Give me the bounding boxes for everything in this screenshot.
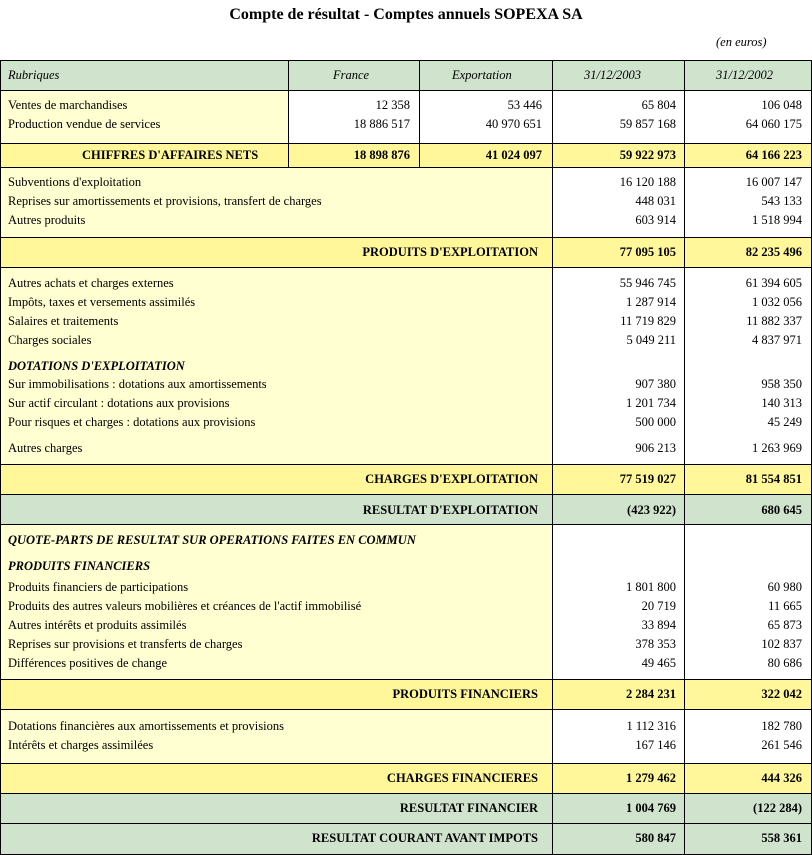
total-2003: 2 284 231: [626, 687, 676, 701]
header-rubriques: Rubriques: [8, 68, 60, 82]
row-label: Intérêts et charges assimilées: [8, 738, 154, 752]
ca-2002: 64 166 223: [745, 148, 802, 162]
column-divider: [552, 60, 553, 855]
row-label: Dotations financières aux amortissements et provisions: [8, 719, 284, 733]
value-2003: 1 801 800: [626, 580, 676, 594]
total-2003: 1 004 769: [626, 801, 676, 815]
row-label: Produits financiers de participations: [8, 580, 189, 594]
total-2003: (423 922): [627, 503, 676, 517]
value-2003: 500 000: [635, 415, 676, 429]
value-2002: 140 313: [761, 396, 802, 410]
value-export: 40 970 651: [485, 117, 542, 131]
value-2003: 20 719: [641, 599, 676, 613]
row-divider: [0, 237, 812, 238]
header-exportation: Exportation: [452, 68, 512, 82]
page-title: Compte de résultat - Comptes annuels SOPEXA SA: [229, 6, 583, 23]
ca-label: CHIFFRES D'AFFAIRES NETS: [82, 148, 259, 162]
column-divider: [684, 60, 685, 855]
row-divider: [0, 464, 812, 465]
ca-2003: 59 922 973: [619, 148, 676, 162]
value-2003: 59 857 168: [619, 117, 676, 131]
value-2003: 49 465: [641, 656, 676, 670]
row-label: Sur actif circulant : dotations aux provisions: [8, 396, 230, 410]
total-2002: 680 645: [761, 503, 802, 517]
row-label: Autres achats et charges externes: [8, 276, 174, 290]
value-2002: 16 007 147: [745, 175, 802, 189]
value-2002: 45 249: [767, 415, 802, 429]
value-2002: 11 665: [768, 599, 802, 613]
row-divider: [0, 763, 812, 764]
row-label: Impôts, taxes et versements assimilés: [8, 295, 196, 309]
header-2002: 31/12/2002: [716, 68, 773, 82]
value-2002: 65 873: [767, 618, 802, 632]
value-2002: 1 263 969: [752, 441, 802, 455]
total-2003: 77 095 105: [619, 245, 676, 259]
header-row: [0, 60, 812, 90]
value-2002: 182 780: [761, 719, 802, 733]
row-divider: [0, 823, 812, 824]
unit-note: (en euros): [716, 35, 767, 49]
charges-fin-items-block: [0, 709, 552, 763]
row-label: Sur immobilisations : dotations aux amortissements: [8, 377, 267, 391]
row-label: Subventions d'exploitation: [8, 175, 142, 189]
row-label: Pour risques et charges : dotations aux provisions: [8, 415, 256, 429]
dotations-heading: DOTATIONS D'EXPLOITATION: [8, 359, 185, 373]
value-2003: 65 804: [641, 98, 676, 112]
value-2003: 1 287 914: [626, 295, 676, 309]
row-label: Autres intérêts et produits assimilés: [8, 618, 187, 632]
value-2003: 5 049 211: [626, 333, 676, 347]
value-2003: 167 146: [635, 738, 676, 752]
total-label: RESULTAT D'EXPLOITATION: [362, 503, 538, 517]
column-divider: [288, 60, 289, 167]
value-2003: 603 914: [635, 213, 676, 227]
value-2003: 448 031: [635, 194, 676, 208]
total-2002: 558 361: [761, 831, 802, 845]
ca-france: 18 898 876: [353, 148, 410, 162]
row-divider: [0, 793, 812, 794]
row-label: Ventes de marchandises: [8, 98, 128, 112]
header-2003: 31/12/2003: [584, 68, 641, 82]
value-2002: 1 518 994: [752, 213, 802, 227]
total-label: CHARGES D'EXPLOITATION: [365, 472, 538, 486]
total-2002: (122 284): [753, 801, 802, 815]
value-2002: 4 837 971: [752, 333, 802, 347]
total-2002: 82 235 496: [745, 245, 802, 259]
row-label: Produits des autres valeurs mobilières et créances de l'actif immobilisé: [8, 599, 362, 613]
value-2002: 543 133: [761, 194, 802, 208]
total-2003: 1 279 462: [626, 771, 676, 785]
total-label: PRODUITS FINANCIERS: [392, 687, 538, 701]
row-label: Autres produits: [8, 213, 86, 227]
value-2002: 106 048: [761, 98, 802, 112]
total-2003: 77 519 027: [619, 472, 676, 486]
value-export: 53 446: [507, 98, 542, 112]
total-2002: 444 326: [761, 771, 802, 785]
column-divider: [0, 60, 1, 855]
total-label: RESULTAT FINANCIER: [399, 801, 538, 815]
total-label: PRODUITS D'EXPLOITATION: [362, 245, 538, 259]
value-2002: 64 060 175: [745, 117, 802, 131]
total-2002: 81 554 851: [745, 472, 802, 486]
row-divider: [0, 167, 812, 168]
header-france: France: [333, 68, 370, 82]
value-2003: 16 120 188: [619, 175, 676, 189]
value-2002: 60 980: [767, 580, 802, 594]
total-2003: 580 847: [635, 831, 676, 845]
value-2002: 261 546: [761, 738, 802, 752]
value-2002: 61 394 605: [745, 276, 802, 290]
value-2003: 1 112 316: [626, 719, 676, 733]
row-label: Différences positives de change: [8, 656, 168, 670]
value-france: 18 886 517: [353, 117, 410, 131]
row-divider: [0, 267, 812, 268]
row-label: Production vendue de services: [8, 117, 161, 131]
value-2003: 55 946 745: [619, 276, 676, 290]
row-divider: [0, 679, 812, 680]
produits-fin-heading: PRODUITS FINANCIERS: [8, 559, 151, 573]
row-label: Reprises sur amortissements et provisions, transfert de charges: [8, 194, 322, 208]
row-label: Salaires et traitements: [8, 314, 119, 328]
value-2003: 11 719 829: [620, 314, 676, 328]
value-2002: 80 686: [767, 656, 802, 670]
income-statement-table: [0, 60, 812, 855]
row-divider: [0, 90, 812, 91]
value-2003: 1 201 734: [626, 396, 676, 410]
value-2003: 906 213: [635, 441, 676, 455]
row-divider: [0, 494, 812, 495]
value-2002: 11 882 337: [746, 314, 802, 328]
total-2002: 322 042: [761, 687, 802, 701]
value-2003: 33 894: [641, 618, 676, 632]
total-label: CHARGES FINANCIERES: [386, 771, 538, 785]
ca-export: 41 024 097: [485, 148, 542, 162]
value-2002: 102 837: [761, 637, 802, 651]
quote-parts-heading: QUOTE-PARTS DE RESULTAT SUR OPERATIONS FAITES EN COMMUN: [8, 533, 416, 547]
row-divider: [0, 143, 812, 144]
value-2003: 378 353: [635, 637, 676, 651]
row-label: Charges sociales: [8, 333, 92, 347]
row-divider: [0, 524, 812, 525]
value-2002: 1 032 056: [752, 295, 802, 309]
row-label: Reprises sur provisions et transferts de charges: [8, 637, 243, 651]
column-divider: [419, 60, 420, 167]
row-divider: [0, 709, 812, 710]
row-label: Autres charges: [8, 441, 83, 455]
row-divider: [0, 60, 812, 61]
value-2002: 958 350: [761, 377, 802, 391]
value-2003: 907 380: [635, 377, 676, 391]
total-label: RESULTAT COURANT AVANT IMPOTS: [311, 831, 538, 845]
value-france: 12 358: [375, 98, 410, 112]
